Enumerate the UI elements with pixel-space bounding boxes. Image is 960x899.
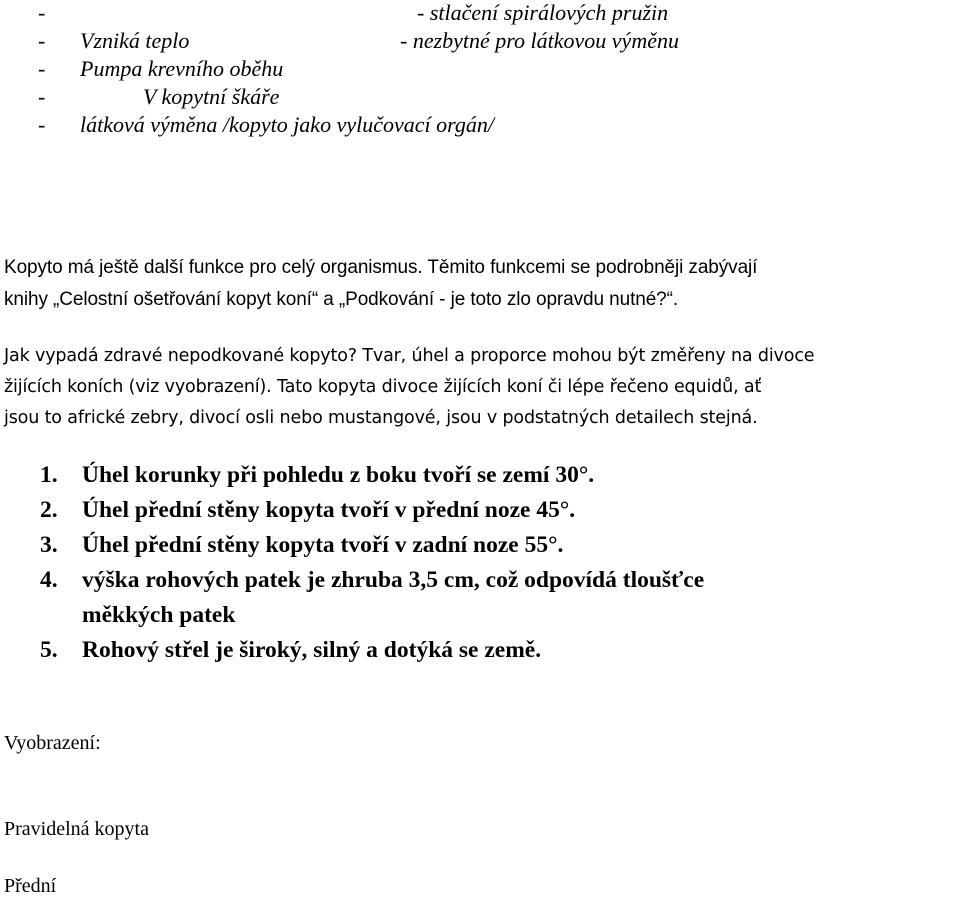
numbered-item: [0, 462, 960, 494]
paragraph-line: Jak vypadá zdravé nepodkované kopyto? Tvar, úhel a proporce mohou být změřeny na divoce: [4, 346, 815, 366]
numbered-item: [0, 637, 960, 669]
dash-left-text: látková výměna /kopyto jako vylučovací orgán/: [80, 112, 494, 137]
caption-vyobrazeni: Vyobrazení:: [4, 732, 101, 754]
item-number: 4.: [40, 567, 58, 593]
dash-bullet: -: [38, 56, 46, 81]
item-number: 1.: [40, 462, 58, 488]
dash-bullet: -: [38, 0, 46, 25]
dash-left-text: Vzniká teplo: [80, 28, 190, 53]
caption-pravidelna-kopyta: Pravidelná kopyta: [4, 818, 149, 840]
dash-bullet: -: [38, 84, 46, 109]
item-number: 3.: [40, 532, 58, 558]
caption-predni: Přední: [4, 875, 57, 897]
paragraph-line: Kopyto má ještě další funkce pro celý organismus. Těmito funkcemi se podrobněji zabývají: [4, 257, 758, 278]
dash-right-text: - nezbytné pro látkovou výměnu: [400, 28, 679, 53]
dash-bullet: -: [38, 28, 46, 53]
dash-list-item: [0, 56, 960, 84]
item-text: Úhel korunky při pohledu z boku tvoří se zemí 30°.: [82, 462, 595, 488]
dash-left-text: V kopytní škáře: [143, 84, 280, 109]
item-text: Rohový střel je široký, silný a dotýká se země.: [82, 637, 542, 663]
paragraph-line: knihy „Celostní ošetřování kopyt koní“ a „Podkování - je toto zlo opravdu nutné?“.: [4, 289, 679, 310]
item-text: Úhel přední stěny kopyta tvoří v přední noze 45°.: [82, 497, 576, 523]
item-number: 2.: [40, 497, 58, 523]
numbered-item-continuation: [0, 602, 960, 634]
dash-left-text: Pumpa krevního oběhu: [80, 56, 284, 81]
dash-list-item: [0, 0, 960, 28]
numbered-item: [0, 567, 960, 599]
item-text: měkkých patek: [82, 602, 236, 628]
dash-list-item: [0, 28, 960, 56]
paragraph-line: jsou to africké zebry, divocí osli nebo mustangové, jsou v podstatných detailech stejná.: [4, 408, 758, 428]
numbered-item: [0, 497, 960, 529]
paragraph-line: žijících koních (viz vyobrazení). Tato kopyta divoce žijících koní či lépe řečeno equidů, ať: [4, 377, 762, 397]
dash-list-item: [0, 84, 960, 112]
dash-bullet: -: [38, 112, 46, 137]
item-number: 5.: [40, 637, 58, 663]
dash-right-text: - stlačení spirálových pružin: [417, 0, 669, 25]
item-text: výška rohových patek je zhruba 3,5 cm, což odpovídá tloušťce: [82, 567, 705, 593]
numbered-item: [0, 532, 960, 564]
item-text: Úhel přední stěny kopyta tvoří v zadní noze 55°.: [82, 532, 564, 558]
dash-list-item: [0, 112, 960, 140]
